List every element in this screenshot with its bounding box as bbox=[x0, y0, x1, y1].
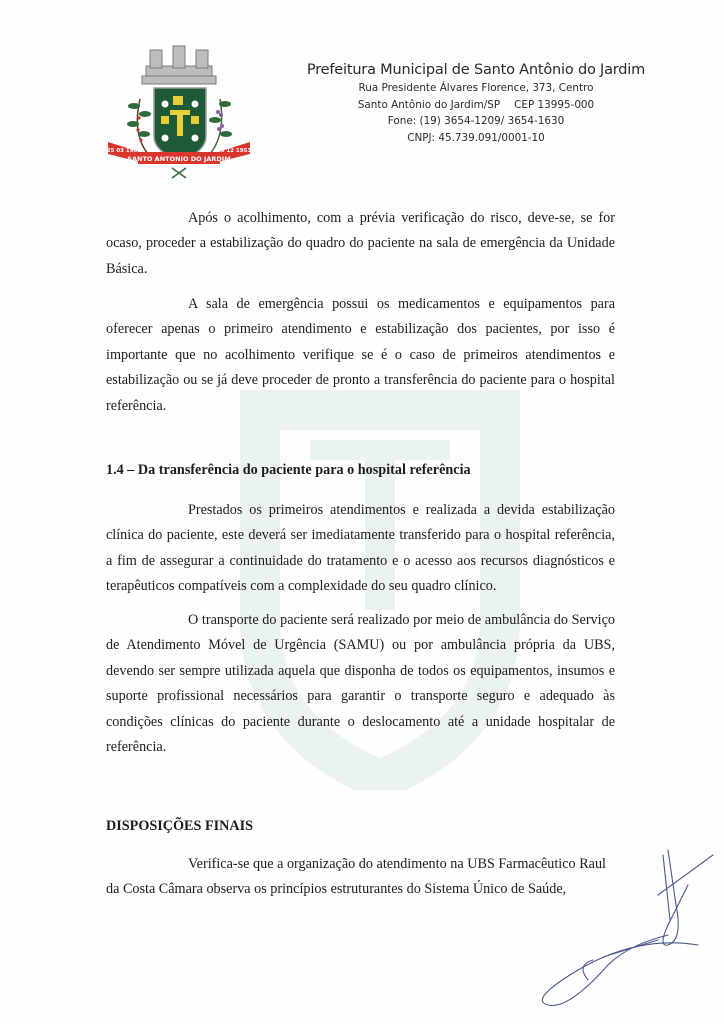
paragraph-2 bbox=[106, 292, 615, 419]
handwritten-signature-icon bbox=[518, 845, 718, 1010]
letterhead-city-cep bbox=[296, 97, 656, 114]
crest-banner-text: SANTO ANTONIO DO JARDIM bbox=[127, 155, 231, 163]
letterhead-city: Santo Antônio do Jardim/SP bbox=[357, 98, 501, 111]
paragraph-3 bbox=[106, 498, 615, 600]
municipal-coat-of-arms-icon bbox=[98, 44, 260, 182]
section-heading: 1.4 – Da transferência do paciente para o hospital referência bbox=[106, 462, 471, 478]
paragraph-4 bbox=[106, 608, 615, 760]
letterhead-phone: Fone: (19) 3654-1209/ 3654-1630 bbox=[387, 115, 565, 127]
paragraph-3-text: Prestados os primeiros atendimentos e realizada a devida estabilização clínica do paciente, este deverá ser imediatamente transferido para o hospital referência, a fim de assegurar a continuidade do tratamento e o acesso aos recursos diagnósticos e terapêuticos compatíveis com a complexidade do seu quadro clínico. bbox=[106, 502, 615, 595]
letterhead bbox=[296, 60, 656, 146]
letterhead-title: Prefeitura Municipal de Santo Antônio do Jardim bbox=[306, 62, 646, 78]
crest-banner-right-date: 30 12 1953 bbox=[216, 148, 252, 154]
final-heading: DISPOSIÇÕES FINAIS bbox=[106, 818, 254, 834]
paragraph-5-text: Verifica-se que a organização do atendimento na UBS Farmacêutico Raul da Costa Câmara observa os princípios estruturantes do Sistema Único de Saúde, bbox=[106, 856, 606, 898]
paragraph-1-text: Após o acolhimento, com a prévia verificação do risco, deve-se, se for ocaso, proceder a estabilização do quadro do paciente na sala de emergência da Unidade Básica. bbox=[106, 210, 615, 277]
paragraph-4-text: O transporte do paciente será realizado por meio de ambulância do Serviço de Atendimento Móvel de Urgência (SAMU) ou por ambulância própria da UBS, devendo ser sempre utilizada aquela que disponha de todos os equipamentos, insumos e suporte profissional necessários para garantir o transporte seguro e adequado às condições clínicas do paciente durante o deslocamento até a unidade hospitalar de referência. bbox=[106, 612, 615, 756]
paragraph-2-text: A sala de emergência possui os medicamentos e equipamentos para oferecer apenas o primeiro atendimento e estabilização dos pacientes, por isso é importante que no acolhimento verifique se é o caso de primeiros atendimentos e estabilização ou se já deve proceder de pronto a transferência do paciente para o hospital referência. bbox=[106, 296, 615, 414]
paragraph-1 bbox=[106, 206, 615, 282]
crest-banner-left-date: 25 03 1901 bbox=[106, 148, 142, 154]
letterhead-cnpj: CNPJ: 45.739.091/0001-10 bbox=[407, 131, 545, 144]
letterhead-cep: CEP 13995-000 bbox=[514, 98, 595, 111]
letterhead-address: Rua Presidente Álvares Florence, 373, Centro bbox=[358, 82, 594, 94]
